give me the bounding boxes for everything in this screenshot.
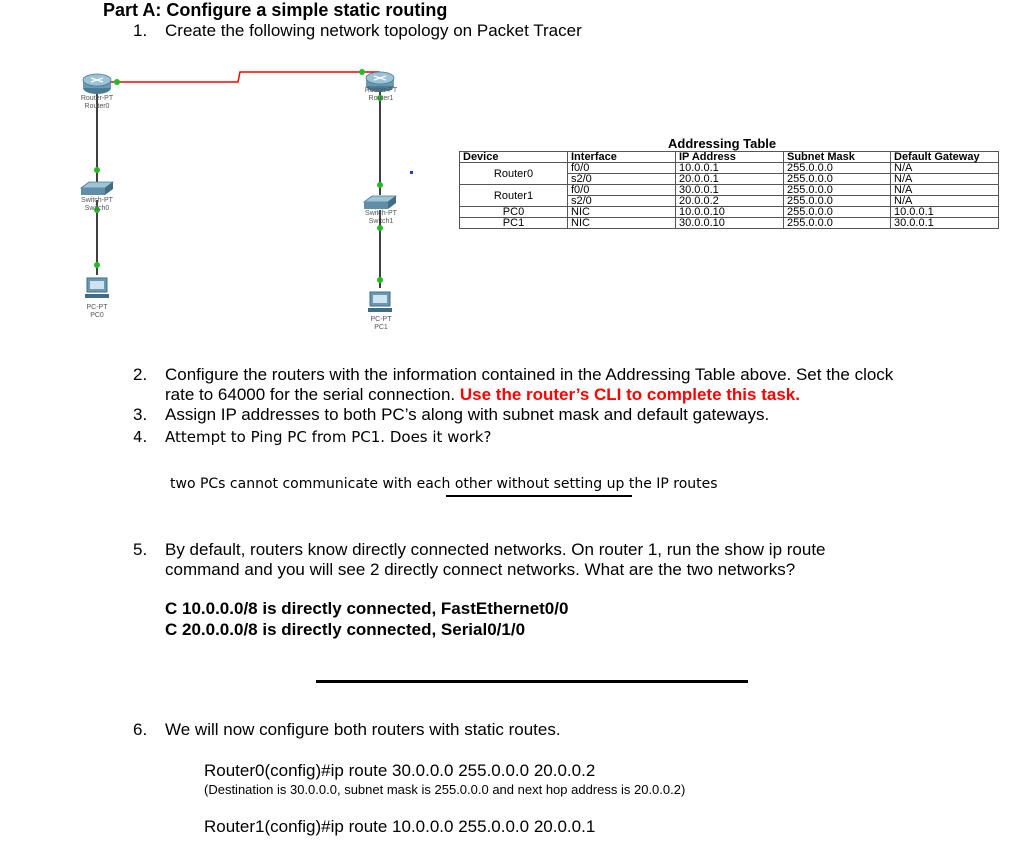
mask-cell: 255.0.0.0 xyxy=(784,174,891,185)
interface-cell: s2/0 xyxy=(568,196,676,207)
answer-underline xyxy=(446,495,632,497)
switch0-icon xyxy=(81,182,113,195)
router0-label xyxy=(67,95,127,111)
table-row xyxy=(460,163,999,174)
device-cell: Router0 xyxy=(460,163,568,185)
step-number: 3. xyxy=(133,405,148,424)
step-number: 4. xyxy=(133,428,148,446)
gateway-cell: N/A xyxy=(891,196,999,207)
router1-command: Router1(config)#ip route 10.0.0.0 255.0.0.0 20.0.0.1 xyxy=(204,817,596,836)
switch1-icon xyxy=(364,196,396,209)
router0-command: Router0(config)#ip route 30.0.0.0 255.0.0.0 20.0.0.2 xyxy=(204,761,596,780)
step-text: Attempt to Ping PC from PC1. Does it work? xyxy=(165,428,492,446)
router1-label xyxy=(351,87,411,103)
mask-cell: 255.0.0.0 xyxy=(784,163,891,174)
device-type: PC-PT xyxy=(370,316,392,323)
device-name: Switch0 xyxy=(84,205,110,212)
step-5-answer-2: C 20.0.0.0/8 is directly connected, Serial0/1/0 xyxy=(165,620,526,639)
addressing-table xyxy=(459,151,999,229)
gateway-cell: 30.0.0.1 xyxy=(891,218,999,229)
device-name: Router1 xyxy=(368,95,394,102)
interface-cell: NIC xyxy=(568,218,676,229)
ip-cell: 10.0.0.10 xyxy=(676,207,784,218)
table-row xyxy=(460,185,999,196)
mask-cell: 255.0.0.0 xyxy=(784,185,891,196)
device-cell: PC0 xyxy=(460,207,568,218)
step-text-continued: command and you will see 2 directly connect networks. What are the two networks? xyxy=(165,560,796,579)
table-row xyxy=(460,218,999,229)
column-header: Default Gateway xyxy=(891,152,999,163)
step-number: 1. xyxy=(133,21,148,40)
step-text: Assign IP addresses to both PC’s along with subnet mask and default gateways. xyxy=(165,405,770,424)
mask-cell: 255.0.0.0 xyxy=(784,207,891,218)
step-number: 2. xyxy=(133,365,148,384)
interface-cell: f0/0 xyxy=(568,163,676,174)
step-text-part: rate to 64000 for the serial connection. xyxy=(165,385,456,404)
ip-cell: 30.0.0.1 xyxy=(676,185,784,196)
column-header: IP Address xyxy=(676,152,784,163)
device-type: Switch-PT xyxy=(81,197,113,204)
gateway-cell: N/A xyxy=(891,174,999,185)
mask-cell: 255.0.0.0 xyxy=(784,196,891,207)
column-header: Interface xyxy=(568,152,676,163)
device-type: PC-PT xyxy=(86,304,108,311)
step-5 xyxy=(0,540,1024,580)
pc1-icon xyxy=(368,292,392,312)
cli-instruction: Use the router’s CLI to complete this task. xyxy=(459,385,800,404)
device-cell: PC1 xyxy=(460,218,568,229)
interface-cell: f0/0 xyxy=(568,185,676,196)
ip-cell: 20.0.0.2 xyxy=(676,196,784,207)
device-type: Router-PT xyxy=(80,95,114,102)
step-text: We will now configure both routers with static routes. xyxy=(165,720,561,739)
gateway-cell: N/A xyxy=(891,163,999,174)
pc1-label xyxy=(351,316,411,332)
device-name: PC0 xyxy=(90,312,104,319)
ip-cell: 20.0.0.1 xyxy=(676,174,784,185)
mask-cell: 255.0.0.0 xyxy=(784,218,891,229)
device-type: Router-PT xyxy=(364,87,398,94)
switch1-label xyxy=(351,210,411,226)
stray-dot xyxy=(410,171,413,174)
step-2 xyxy=(0,365,1024,405)
page-title: Part A: Configure a simple static routing xyxy=(103,0,448,20)
device-name: Router0 xyxy=(84,103,110,110)
device-type: Switch-PT xyxy=(365,210,397,217)
router0-command-note: (Destination is 30.0.0.0, subnet mask is 255.0.0.0 and next hop address is 20.0.0.2) xyxy=(204,782,686,797)
table-header-row xyxy=(460,152,999,163)
switch0-label xyxy=(67,197,127,213)
serial-link xyxy=(97,72,380,82)
device-name: Switch1 xyxy=(368,218,394,225)
ip-cell: 30.0.0.10 xyxy=(676,218,784,229)
ip-cell: 10.0.0.1 xyxy=(676,163,784,174)
link-status-lights xyxy=(94,69,383,283)
table-row xyxy=(460,207,999,218)
column-header: Device xyxy=(460,152,568,163)
step-number: 6. xyxy=(133,720,148,739)
pc0-label xyxy=(67,304,127,320)
step-text: Configure the routers with the information contained in the Addressing Table above. Set the clock xyxy=(165,365,894,384)
step-text: Create the following network topology on Packet Tracer xyxy=(165,21,582,40)
answer-line xyxy=(316,680,748,683)
column-header: Subnet Mask xyxy=(784,152,891,163)
gateway-cell: N/A xyxy=(891,185,999,196)
device-name: PC1 xyxy=(374,324,388,331)
step-4-answer: two PCs cannot communicate with each other without setting up the IP routes xyxy=(170,476,718,492)
addressing-table-title: Addressing Table xyxy=(668,136,777,151)
gateway-cell: 10.0.0.1 xyxy=(891,207,999,218)
pc0-icon xyxy=(85,278,109,298)
interface-cell: s2/0 xyxy=(568,174,676,185)
device-cell: Router1 xyxy=(460,185,568,207)
step-text-continued xyxy=(165,385,800,405)
interface-cell: NIC xyxy=(568,207,676,218)
router0-icon xyxy=(83,74,111,94)
step-text: By default, routers know directly connected networks. On router 1, run the show ip route xyxy=(165,540,826,559)
step-5-answer-1: C 10.0.0.0/8 is directly connected, FastEthernet0/0 xyxy=(165,599,569,618)
step-number: 5. xyxy=(133,540,148,559)
